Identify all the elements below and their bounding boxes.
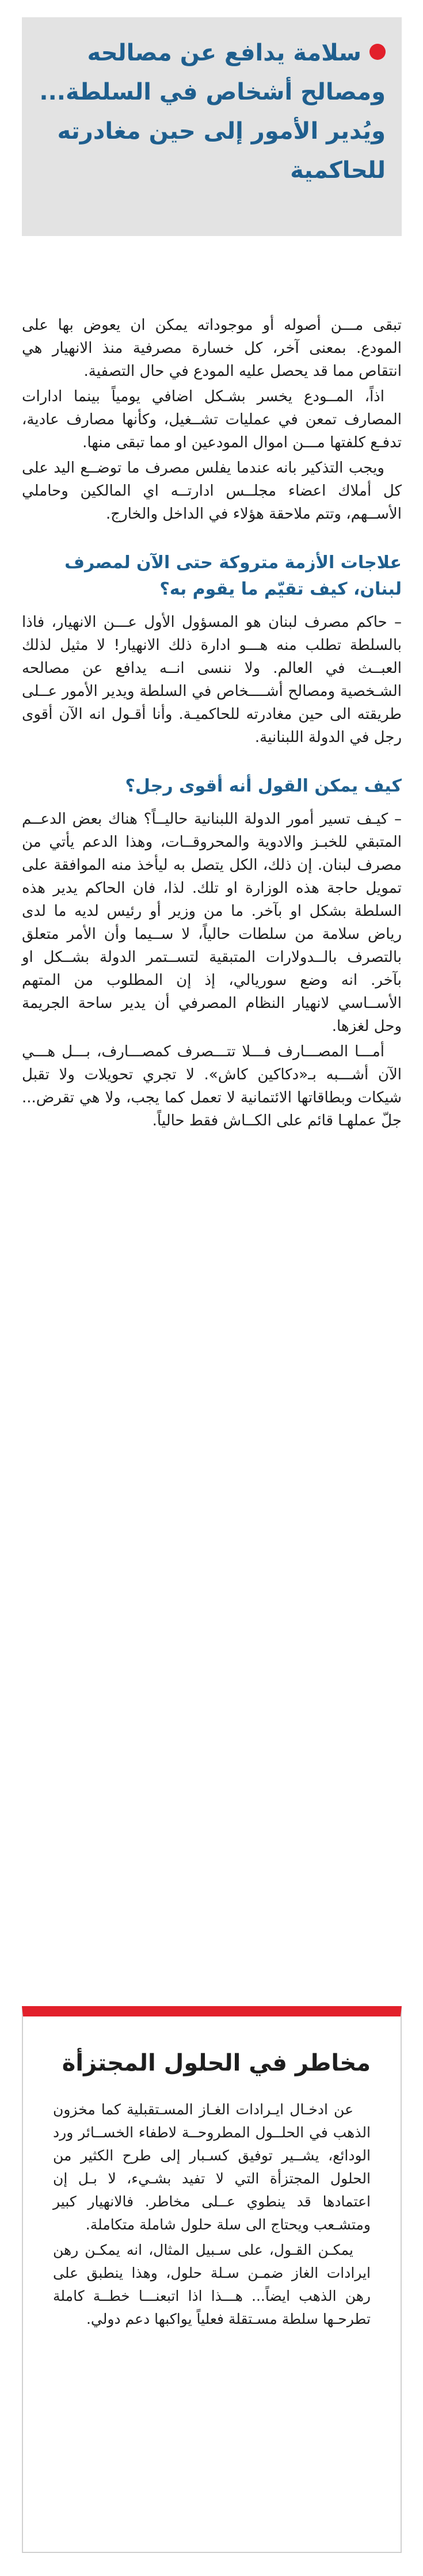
sidebar-paragraph-1: عن ادخـال ايـرادات الغـاز المسـتقبلية كما مخزون الذهب في الحلــول المطروحــة لاطفاء الخســائر ورد الودائع، يشــير توفيق كسـبار إلى طرح الكثير من الحلول المجتزأة التي لا تفيد بشـيء، لا بـل إن اعتمادها قد ينطوي عــلى مخاطر. فالانهيار كبير ومتشـعب ويحتاج الى سلة حلول شاملة متكاملة. [53,2101,371,2233]
intro-paragraph-1: تبقى مـــن أصوله أو موجوداته يمكن ان يعوض بها على المودع. بمعنى آخر، كل خسارة مصرفية منذ الانهيار هي انتقاص مما قد يحصل عليه المودع في حال التصفية. [22,317,402,380]
red-bullet-icon [369,44,386,60]
intro-paragraph-3: ويجب التذكير بانه عندما يفلس مصرف ما توضــع اليد على كل أملاك اعضاء مجلــس ادارتــه اي المالكين وحاملي الأســهم، وتتم ملاحقة هؤلاء في الداخل والخارج. [22,459,402,523]
pullquote [36,33,386,190]
pullquote-text: سلامة يدافع عن مصالحه ومصالح أشخاص في السلطة... ويُدير الأمور إلى حين مغادرته للحاكمية [39,40,386,184]
question-heading-2: كيف يمكن القول أنه أقوى رجل؟ [125,776,402,796]
pullquote-box [22,17,402,236]
sidebar-title: مخاطر في الحلول المجتزأة [62,2050,371,2076]
sidebar-paragraph-2: يمكـن القـول، على سـبيل المثال، انه يمكـن رهن ايرادات الغاز ضمـن سـلة حلول، وهذا ينطبق على رهن الذهب ايضاً... هـــذا اذا اتبعنـــا خطــة كاملة تطرحـها سلطة مسـتقلة فعلياً يواكبها دعم دولي. [53,2242,371,2327]
question-heading-1: علاجات الأزمة متروكة حتى الآن لمصرف لبنان، كيف تقيّم ما يقوم به؟ [64,553,402,599]
answer-paragraph-1: – حاكم مصرف لبنان هو المسؤول الأول عـــن الانهيار، فاذا بالسلطة تطلب منه هـــو ادارة ذلك الانهيار! لا مثيل لذلك العبــث في العالم. ولا ننسى انــه يدافع عن مصالحه الشـخصية ومصالح أشــــخاص في السلطة ويدير الأمور عــلى طريقته الى حين مغادرته للحاكميـة. وأنا أقـول انه الآن أقوى رجل في الدولة اللبنانية. [22,614,402,746]
sidebar-box [22,2006,402,2553]
answer-paragraph-3: أمـــا المصـــارف فـــلا تتـــصرف كمصـــارف، بـــل هـــي الآن أشـــبه بـ«دكاكين كاش». لا تجري تحويلات ولا تقبل شيكات وبطاقاتها الائتمانية لا تعمل كما يجب، ولا هي تقرض... جلّ عملهـا قائم على الكــاش فقط حالياً. [22,1043,402,1129]
article-body [22,314,402,1132]
intro-paragraph-2: اذاً، المــودع يخسر بشـكل اضافي يومياً بينما ادارات المصارف تمعن في عمليات تشــغيل، وكأنها مصارف عادية، تدفـع كلفتها مـــن اموال المودعين او مما تبقى منها. [22,388,402,451]
answer-paragraph-2: – كيـف تسير أمور الدولة اللبنانية حاليــاً؟ هناك بعض الدعــم المتبقي للخبـز والادوية والمحروقــات، وهذا الدعم يأتي من مصرف لبنان. إن ذلك، الكل يتصل به ليأخذ منه الموافقة على تمويل حاجة هذه الوزارة او تلك. لذا، فان الحاكم يدير هذه السلطة بشكل او بآخر. ما من وزير أو رئيس لديه ما لدى رياض سلامة من سلطات حالياً، لا ســيما وأن الأمر متعلق بالتصرف بالــدولارات المتبقية لتســتمر الدولة بشــكل او بآخر. انه وضع سوريالي، إذ إن المطلوب من المتهم الأســاسي لانهيار النظام المصرفي أن يدير ساحة الجريمة وحل لغزها. [22,811,402,1035]
